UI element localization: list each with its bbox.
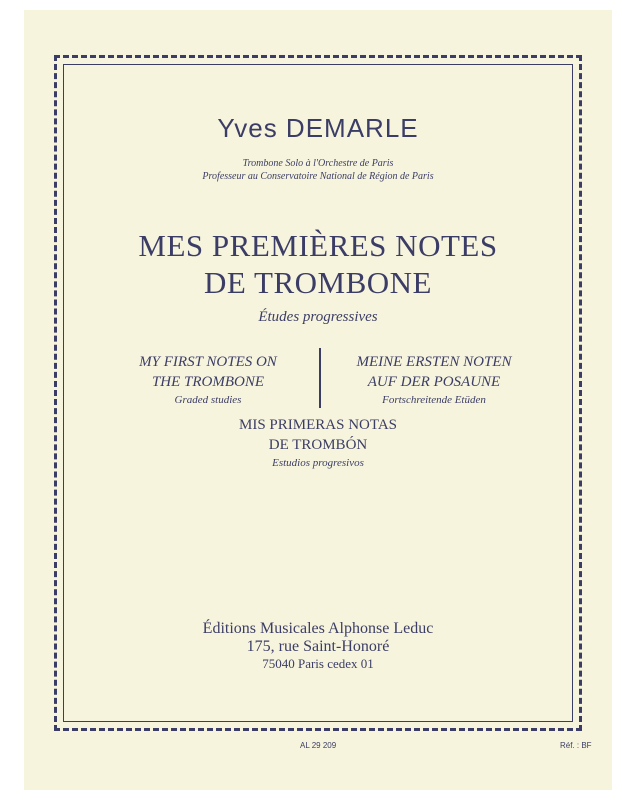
title-subtitle: Études progressives [258,309,378,325]
score-cover [24,10,612,790]
english-subtitle: Graded studies [174,394,242,406]
title-line-1: MES PREMIÈRES NOTES [138,228,498,263]
spanish-subtitle: Estudios progresivos [272,457,364,469]
author-role-1: Trombone Solo à l'Orchestre de Paris [242,158,394,169]
author-name: Yves DEMARLE [217,113,419,143]
author-role-2: Professeur au Conservatoire National de Région de Paris [202,171,434,182]
german-title-line-1: MEINE ERSTEN NOTEN [356,354,512,370]
german-subtitle: Fortschreitende Etüden [382,394,486,406]
spanish-title-line-1: MIS PRIMERAS NOTAS [239,417,397,433]
spanish-title-block [24,415,612,471]
title-line-2: DE TROMBONE [204,265,432,300]
column-divider [319,348,321,408]
reference-code: Réf. : BF [560,741,592,750]
german-title-line-2: AUF DER POSAUNE [367,374,501,390]
publisher-street: 175, rue Saint-Honoré [246,638,390,655]
english-title-block [98,352,318,408]
publisher-name: Éditions Musicales Alphonse Leduc [202,620,434,637]
catalog-number: AL 29 209 [300,741,337,750]
spanish-title-line-2: DE TROMBÓN [268,437,368,453]
english-title-line-2: THE TROMBONE [151,374,265,390]
english-title-line-1: MY FIRST NOTES ON [139,354,277,370]
german-title-block [324,352,544,408]
publisher-city: 75040 Paris cedex 01 [262,656,374,671]
